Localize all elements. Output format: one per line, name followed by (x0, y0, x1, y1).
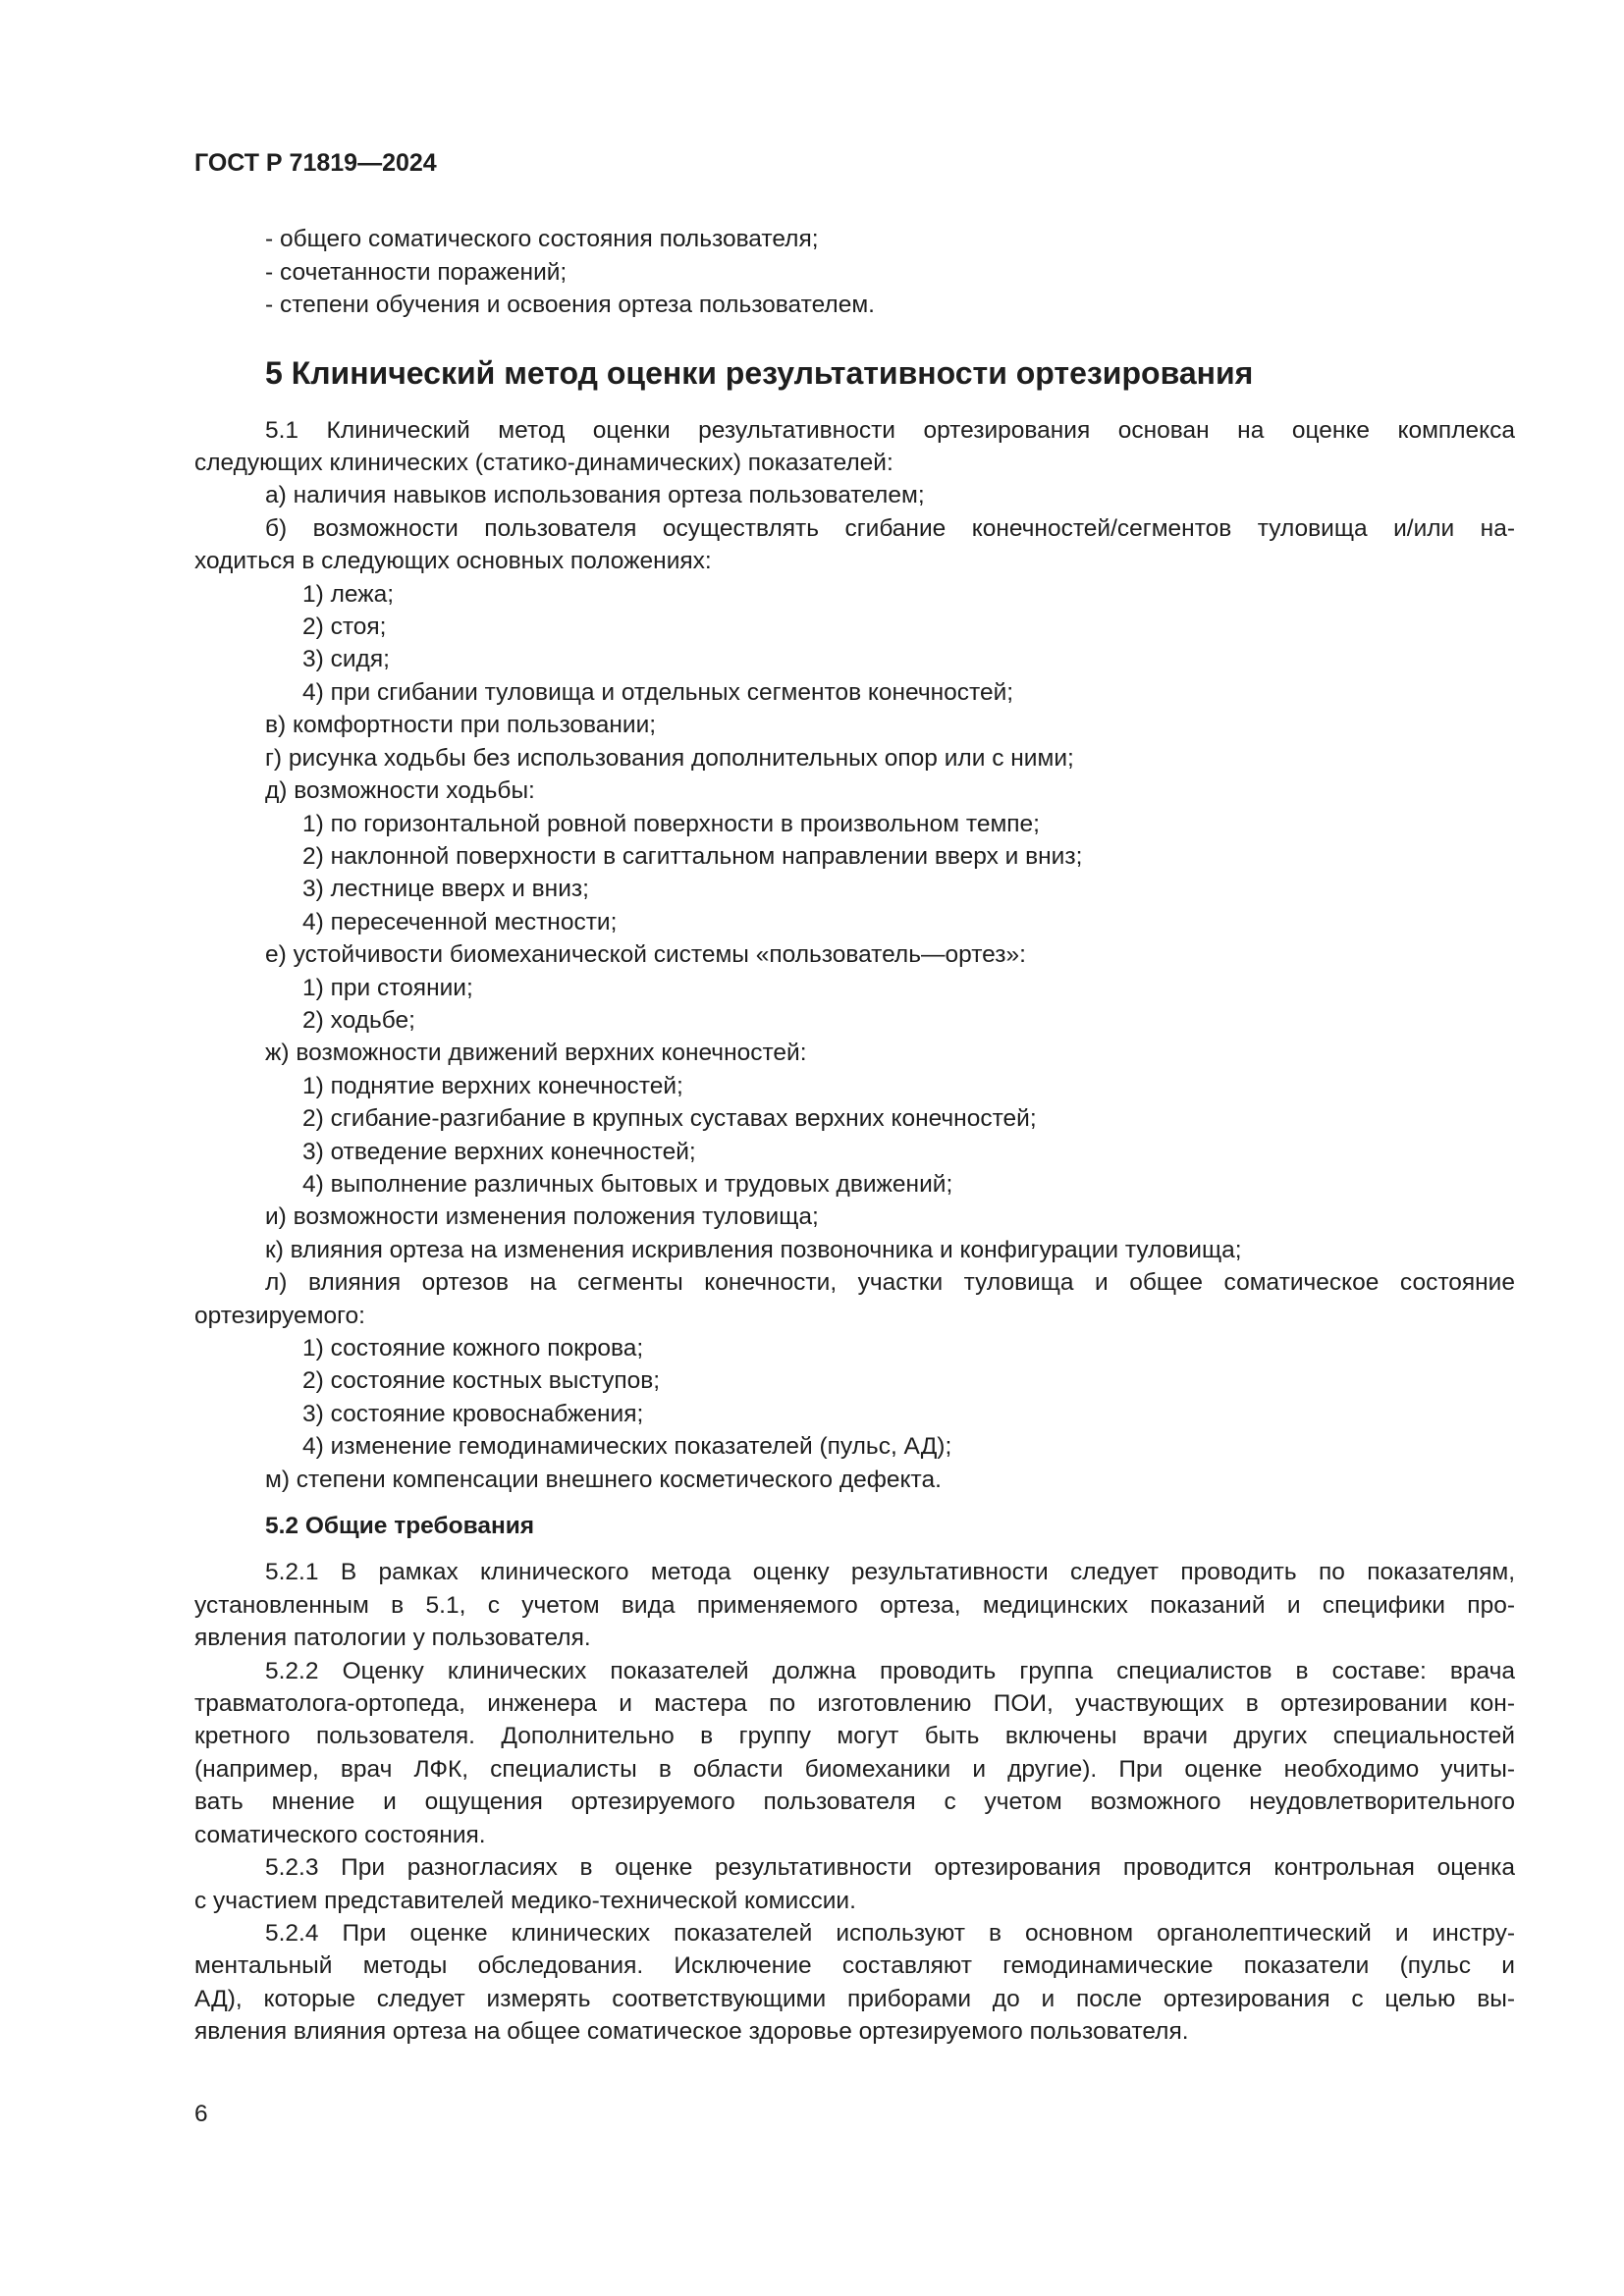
paragraph-line: вать мнение и ощущения ортезируемого пользователя с учетом возможного неудовлетворительного (194, 1789, 1515, 1816)
sub-list-item: 2) сгибание-разгибание в крупных суставах верхних конечностей; (302, 1105, 1037, 1133)
list-item: - степени обучения и освоения ортеза пользователем. (265, 292, 875, 319)
list-item: л) влияния ортезов на сегменты конечности, участки туловища и общее соматическое состояние (265, 1269, 1515, 1297)
list-item: и) возможности изменения положения туловища; (265, 1203, 819, 1231)
paragraph-line: ментальный методы обследования. Исключение составляют гемодинамические показатели (пульс и (194, 1952, 1515, 1980)
sub-list-item: 1) поднятие верхних конечностей; (302, 1072, 683, 1099)
sub-list-item: 3) лестнице вверх и вниз; (302, 876, 589, 903)
sub-list-item: 2) наклонной поверхности в сагиттальном направлении вверх и вниз; (302, 842, 1083, 870)
sub-list-item: 2) ходьбе; (302, 1006, 415, 1034)
sub-list-item: 4) пересеченной местности; (302, 908, 618, 935)
paragraph-line: соматического состояния. (194, 1821, 486, 1848)
paragraph-line: травматолога-ортопеда, инженера и мастера по изготовлению ПОИ, участвующих в ортезировании кон- (194, 1690, 1515, 1718)
paragraph-line: 5.1 Клинический метод оценки результативности ортезирования основан на оценке комплекса (265, 416, 1515, 444)
paragraph-line: следующих клинических (статико-динамических) показателей: (194, 450, 893, 477)
page-number: 6 (194, 2101, 208, 2127)
sub-list-item: 1) состояние кожного покрова; (302, 1335, 644, 1362)
paragraph-line: 5.2.4 При оценке клинических показателей используют в основном органолептический и инстру- (265, 1919, 1515, 1947)
list-item: г) рисунка ходьбы без использования дополнительных опор или с ними; (265, 744, 1074, 772)
list-item: - сочетанности поражений; (265, 258, 568, 286)
paragraph-line: (например, врач ЛФК, специалисты в области биомеханики и другие). При оценке необходимо учиты- (194, 1755, 1515, 1783)
document-header: ГОСТ Р 71819—2024 (194, 149, 437, 177)
paragraph-5-2-3 (194, 1851, 1515, 1917)
paragraph-line: АД), которые следует измерять соответствующими приборами до и после ортезирования с целью вы- (194, 1985, 1515, 2012)
document-page (194, 147, 1515, 2049)
paragraph-5-2-1 (194, 1556, 1515, 1654)
paragraph-line: явления патологии у пользователя. (194, 1625, 591, 1652)
paragraph-line: 5.2.2 Оценку клинических показателей должна проводить группа специалистов в составе: врача (265, 1657, 1515, 1684)
section-5-1 (194, 414, 1515, 1496)
paragraph-line: 5.2.1 В рамках клинического метода оценку результативности следует проводить по показателям, (265, 1559, 1515, 1586)
paragraph-line: 5.2.3 При разногласиях в оценке результативности ортезирования проводится контрольная оценка (265, 1854, 1515, 1882)
list-item: в) комфортности при пользовании; (265, 712, 657, 739)
sub-list-item: 1) по горизонтальной ровной поверхности в произвольном темпе; (302, 810, 1040, 837)
sub-list-item: 4) при сгибании туловища и отдельных сегментов конечностей; (302, 678, 1014, 706)
list-item: к) влияния ортеза на изменения искривления позвоночника и конфигурации туловища; (265, 1236, 1242, 1263)
sub-list-item: 1) при стоянии; (302, 974, 473, 1001)
sub-list-item: 1) лежа; (302, 580, 395, 608)
list-item: а) наличия навыков использования ортеза пользователем; (265, 482, 925, 509)
sub-list-item: 2) стоя; (302, 614, 387, 641)
sub-list-item: 2) состояние костных выступов; (302, 1367, 661, 1395)
section-5-2-title: 5.2 Общие требования (265, 1513, 535, 1540)
list-item-continuation: ортезируемого: (194, 1302, 365, 1329)
list-item: е) устойчивости биомеханической системы «пользователь—ортез»: (265, 941, 1026, 969)
list-item: м) степени компенсации внешнего косметического дефекта. (265, 1466, 942, 1493)
sub-list-item: 3) сидя; (302, 646, 390, 673)
list-item: б) возможности пользователя осуществлять сгибание конечностей/сегментов туловища и/или на- (265, 514, 1515, 542)
section-5-title: 5 Клинический метод оценки результативности ортезирования (265, 354, 1254, 391)
paragraph-line: установленным в 5.1, с учетом вида применяемого ортеза, медицинских показаний и специфики про- (194, 1591, 1515, 1619)
paragraph-line: явления влияния ортеза на общее соматическое здоровье ортезируемого пользователя. (194, 2018, 1189, 2046)
paragraph-5-2-2 (194, 1655, 1515, 1851)
sub-list-item: 4) выполнение различных бытовых и трудовых движений; (302, 1170, 953, 1198)
paragraph-5-2-4 (194, 1917, 1515, 2049)
list-item-continuation: ходиться в следующих основных положениях: (194, 548, 712, 575)
list-item: - общего соматического состояния пользователя; (265, 226, 819, 253)
paragraph-line: кретного пользователя. Дополнительно в группу могут быть включены врачи других специальностей (194, 1723, 1515, 1750)
list-item: ж) возможности движений верхних конечностей: (265, 1040, 807, 1067)
paragraph-line: с участием представителей медико-технической комиссии. (194, 1887, 856, 1914)
sub-list-item: 4) изменение гемодинамических показателей (пульс, АД); (302, 1433, 952, 1461)
sub-list-item: 3) состояние кровоснабжения; (302, 1400, 644, 1427)
sub-list-item: 3) отведение верхних конечностей; (302, 1138, 696, 1165)
list-item: д) возможности ходьбы: (265, 777, 535, 805)
intro-bullet-list (194, 223, 1515, 321)
